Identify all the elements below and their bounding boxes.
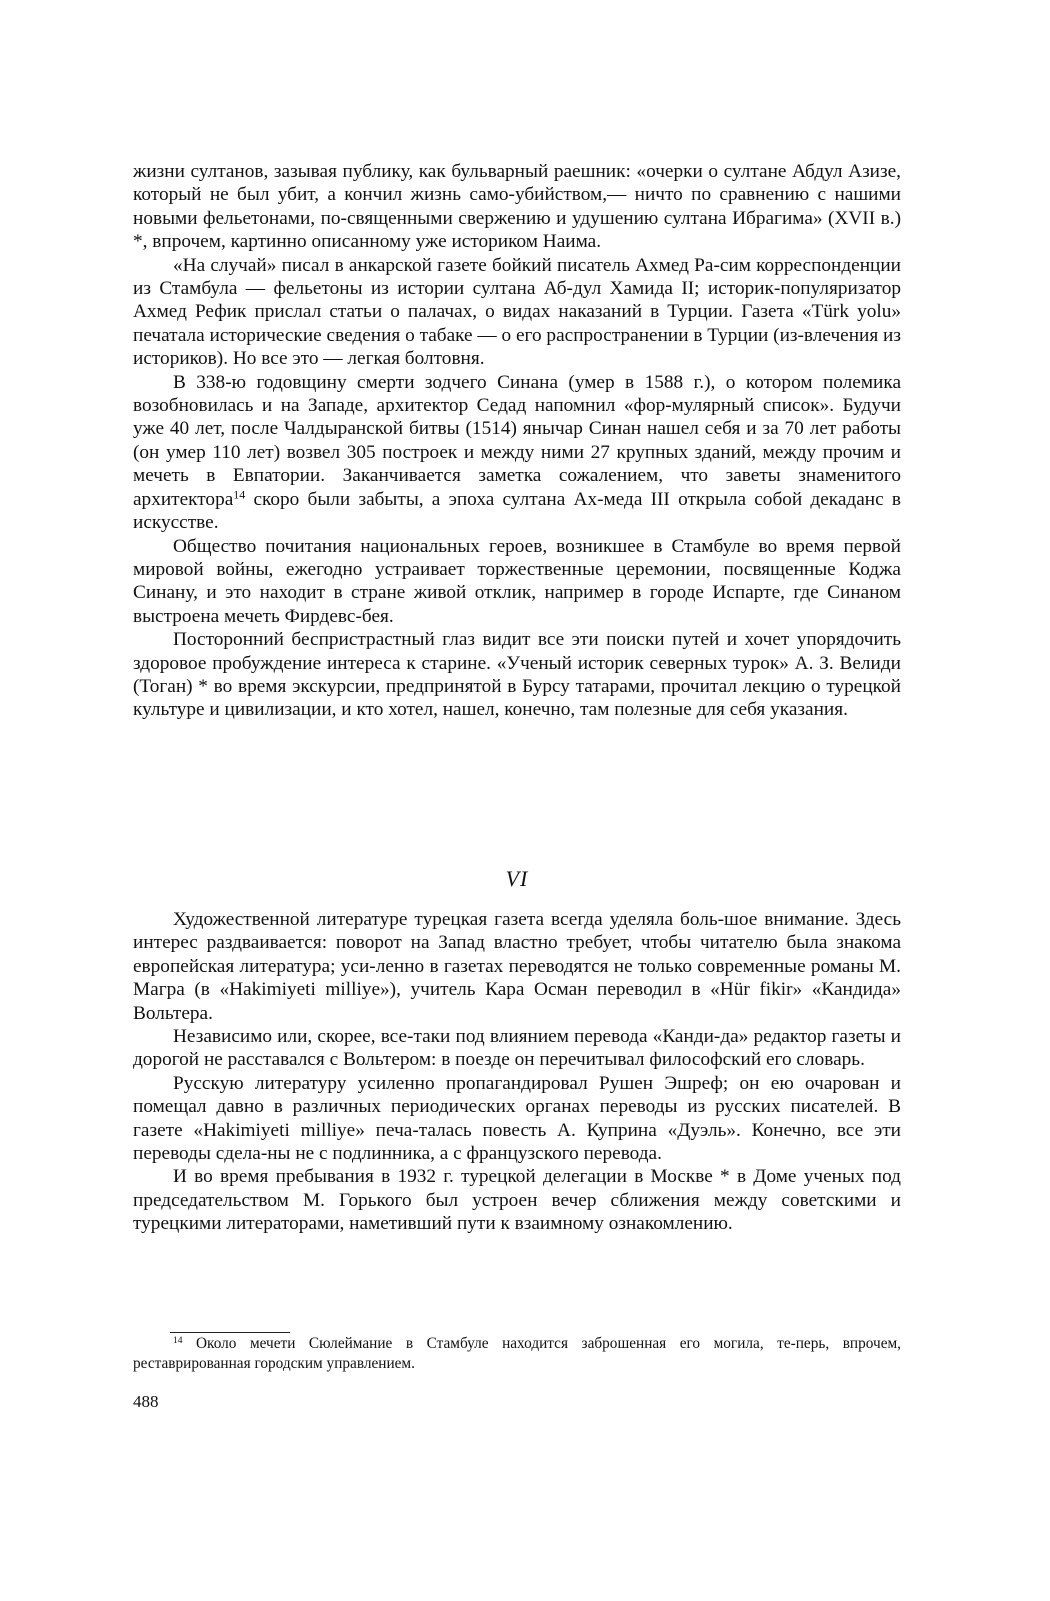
paragraph-with-footnote-ref xyxy=(133,371,901,535)
paragraph: Общество почитания национальных героев, возникшее в Стамбуле во время первой мировой войны, ежегодно устраивает торжественные церемонии, посвященные Коджа Синану, и это находит в стране живой отклик, например в городе Испарте, где Синаном выстроена мечеть Фирдевс-бея. xyxy=(133,535,901,627)
main-text-bottom xyxy=(133,908,901,1236)
paragraph: И во время пребывания в 1932 г. турецкой делегации в Москве * в Доме ученых под председательством М. Горького был устроен вечер сближения между советскими и турецкими литераторами, наметивший пути к взаимному ознакомлению. xyxy=(133,1166,901,1235)
footnote-reference: 14 xyxy=(233,487,246,502)
paragraph: «На случай» писал в анкарской газете бойкий писатель Ахмед Ра-сим корреспонденции из Стамбула — фельетоны из истории султана Аб-дул Хамида II; историк-популяризатор Ахмед Рефик прислал статьи о палачах, о видах наказаний в Турции. Газета «Türk yolu» печатала исторические сведения о табаке — о его распространении в Турции (из-влечения из историков). Но все это — легкая болтовня. xyxy=(133,254,901,370)
footnote-text: Около мечети Сюлеймание в Стамбуле находится заброшенная его могила, те-перь, впрочем, реставрированная городским управлением. xyxy=(133,1335,901,1372)
section-heading: VI xyxy=(505,866,529,891)
paragraph: Художественной литературе турецкая газета всегда уделяла боль-шое внимание. Здесь интерес раздваивается: поворот на Запад властно требует, чтобы читателю была знакома европейская литература; уси-ленно в газетах переводятся не только современные романы М. Магра (в «Hakimiyeti milliye»), учитель Кара Осман переводил в «Hür fikir» «Кандида» Вольтера. xyxy=(133,909,901,1024)
paragraph: Посторонний беспристрастный глаз видит все эти поиски путей и хочет упорядочить здоровое пробуждение интереса к старине. «Ученый историк северных турок» А. З. Велиди (Тоган) * во время экскурсии, предпринятой в Бурсу татарами, прочитал лекцию о турецкой культуре и цивилизации, и кто хотел, нашел, конечно, там полезные для себя указания. xyxy=(133,629,901,721)
paragraph-text: скоро были забыты, а эпоха султана Ах-меда III открыла собой декаданс в искусстве. xyxy=(133,488,901,534)
paragraph-text: В 338-ю годовщину смерти зодчего Синана (умер в 1588 г.), о котором полемика возобновилась и на Западе, архитектор Седад напомнил «фор-мулярный список». Будучи уже 40 лет, после Чалдыранской битвы (1514) янычар Синан нашел себя и за 70 лет работы (он умер 110 лет) возвел 305 построек и между ними 27 крупных зданий, между прочим и мечеть в Евпатории. Заканчивается заметка сожалением, что заветы знаменитого архитектора xyxy=(133,371,901,510)
paragraph-continued: жизни султанов, зазывая публику, как бульварный раешник: «очерки о султане Абдул Азизе, который не был убит, а кончил жизнь само-убийством,— ничто по сравнению с нашими новыми фельетонами, по-священными свержению и удушению султана Ибрагима» (XVII в.) *, впрочем, картинно описанному уже историком Наима. xyxy=(133,161,901,253)
footnote-paragraph xyxy=(133,1334,901,1373)
footnote-divider xyxy=(170,1332,290,1333)
footnote-marker: 14 xyxy=(173,1335,183,1346)
footnote xyxy=(133,1334,901,1373)
page-number: 488 xyxy=(133,1392,159,1411)
paragraph: Независимо или, скорее, все-таки под влиянием перевода «Канди-да» редактор газеты и дорогой не расставался с Вольтером: в поезде он перечитывал философский его словарь. xyxy=(133,1026,901,1071)
paragraph: Русскую литературу усиленно пропагандировал Рушен Эшреф; он ею очарован и помещал давно в различных периодических органах переводы из русских писателей. В газете «Hakimiyeti milliye» печа-талась повесть А. Куприна «Дуэль». Конечно, все эти переводы сдела-ны не с подлинника, а с французского перевода. xyxy=(133,1072,901,1165)
main-text-top xyxy=(133,160,901,722)
